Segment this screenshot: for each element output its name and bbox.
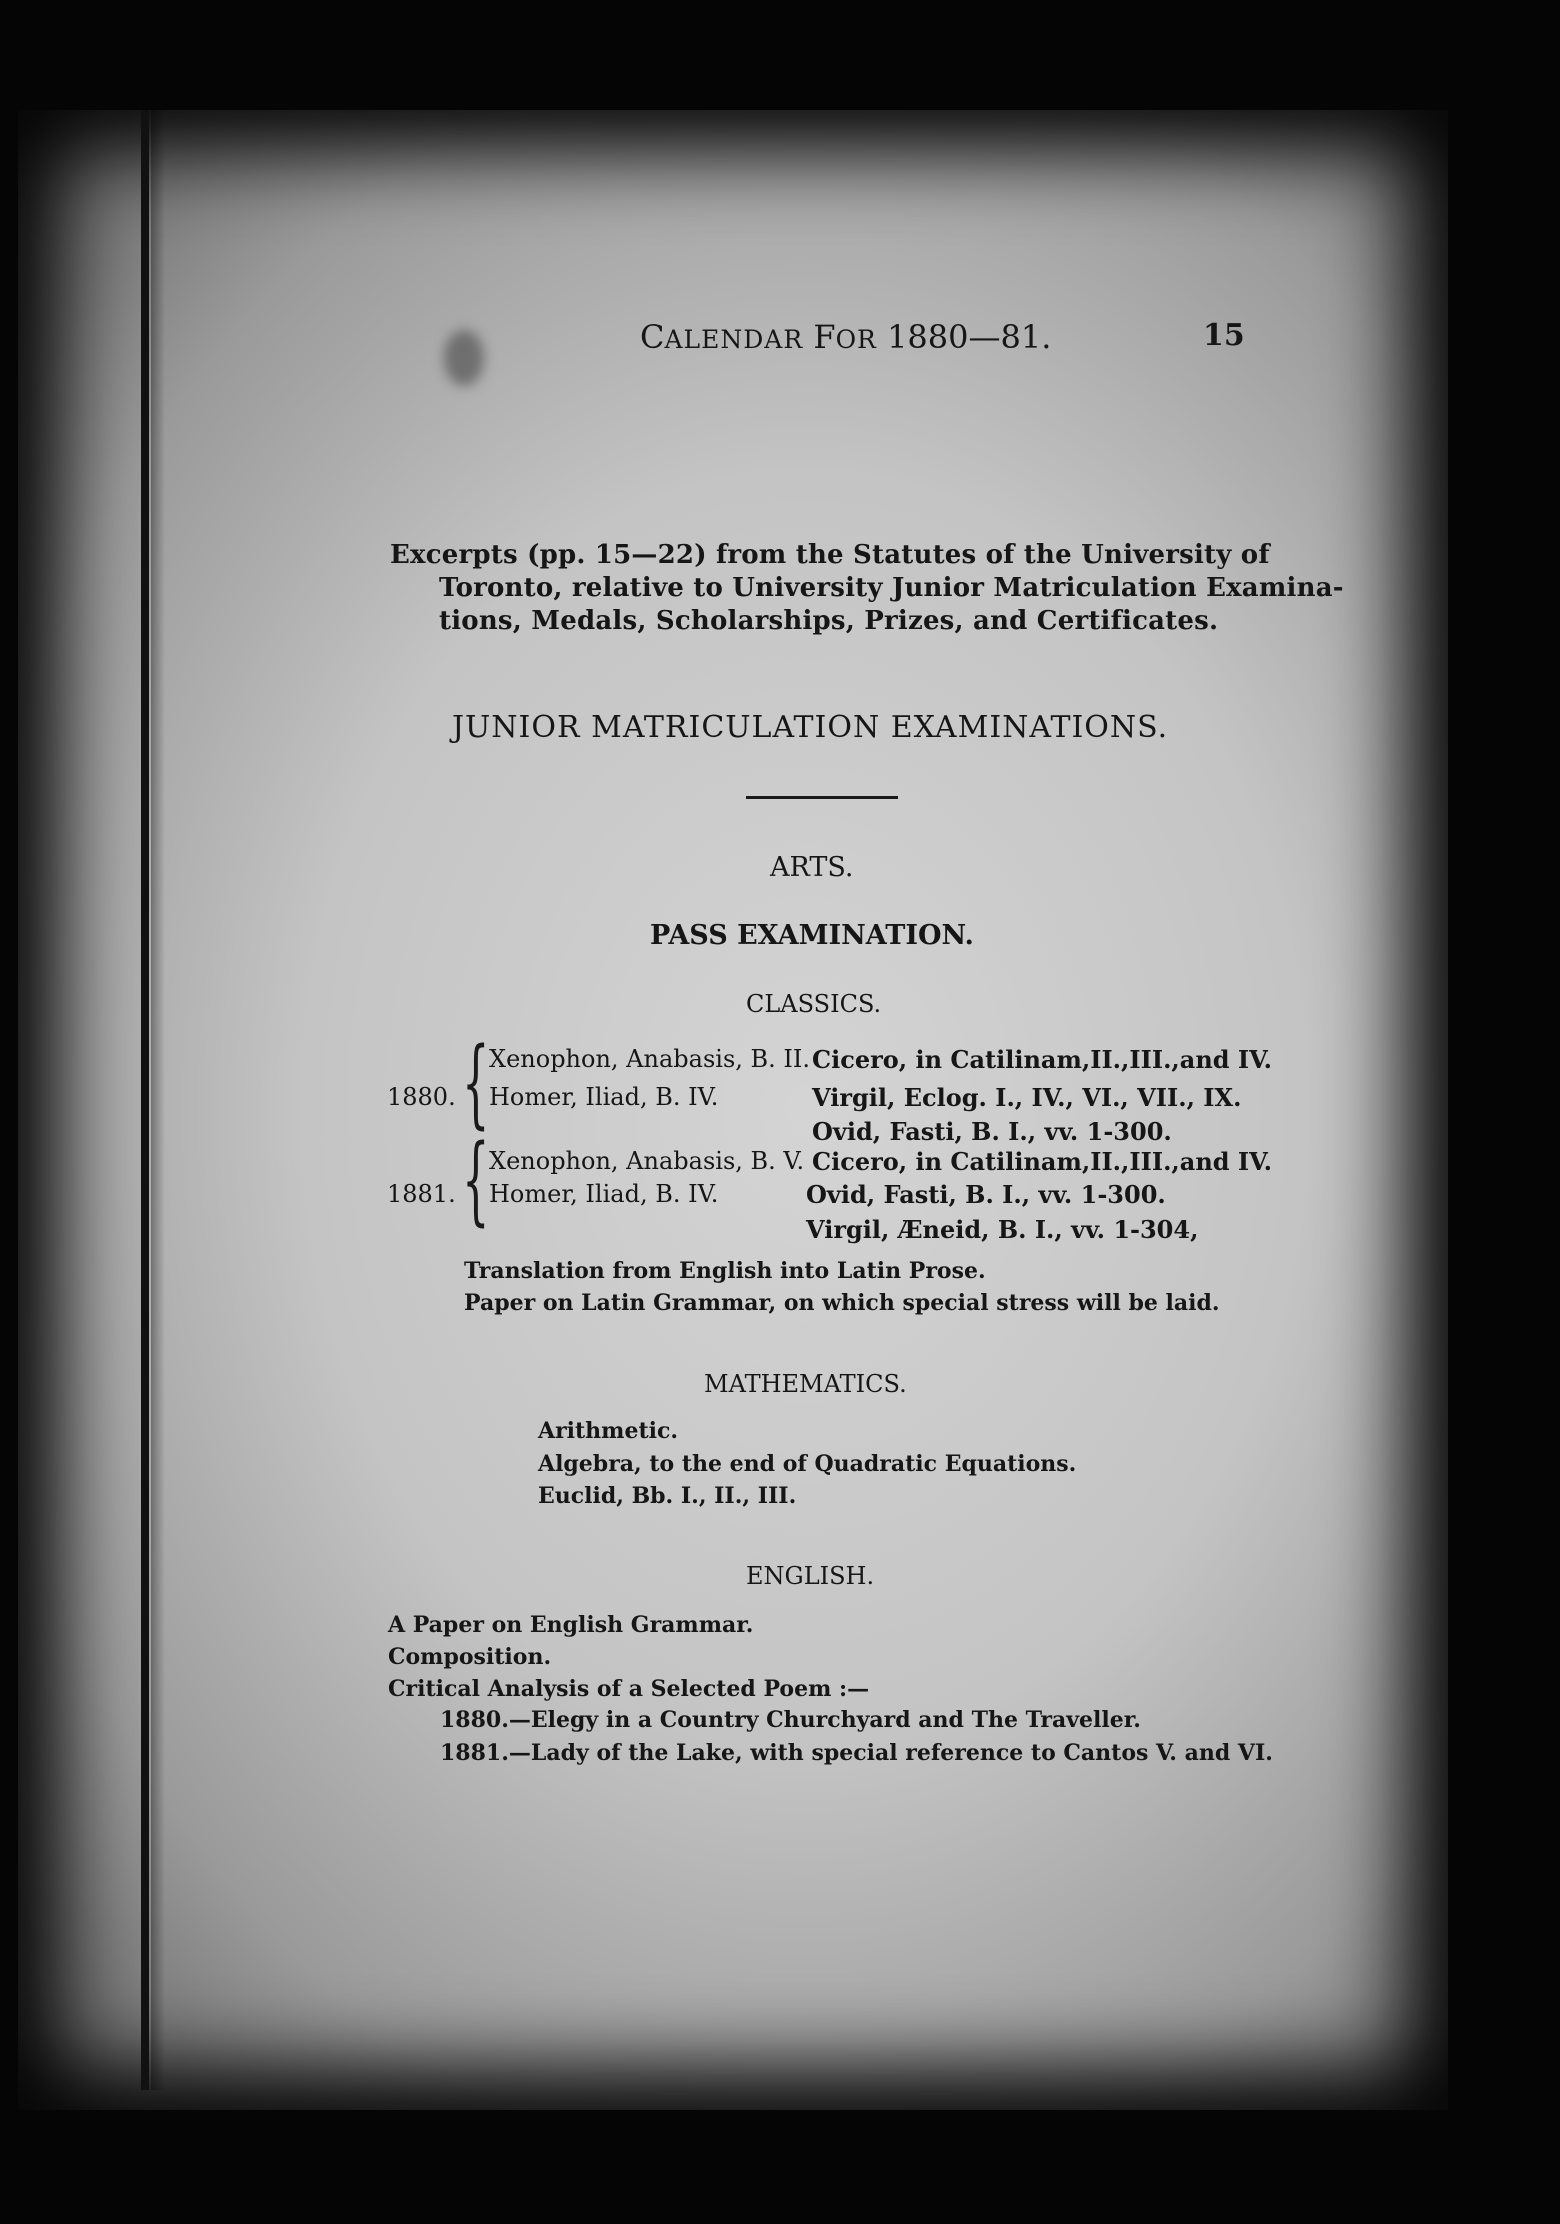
classics-1880-right-3: Ovid, Fasti, B. I., vv. 1-300. <box>812 1117 1172 1146</box>
classics-1881-left-1: Xenophon, Anabasis, B. V. <box>489 1147 805 1175</box>
english-item-3: Critical Analysis of a Selected Poem :— <box>388 1676 870 1702</box>
classics-1880-left-2: Homer, Iliad, B. IV. <box>489 1083 719 1111</box>
classics-1881-brace: { <box>462 1124 490 1236</box>
intro-line-3: tions, Medals, Scholarships, Prizes, and Certificates. <box>439 606 1219 636</box>
running-title <box>640 318 1051 356</box>
classics-1880-right-1: Cicero, in Catilinam,II.,III.,and IV. <box>812 1045 1272 1074</box>
english-poem-1881: 1881.—Lady of the Lake, with special reference to Cantos V. and VI. <box>440 1740 1273 1766</box>
exam-title: PASS EXAMINATION. <box>650 920 974 951</box>
ink-smudge <box>444 330 484 386</box>
classics-1880-brace: { <box>462 1027 490 1139</box>
mathematics-item-2: Algebra, to the end of Quadratic Equations. <box>538 1451 1077 1477</box>
mathematics-item-3: Euclid, Bb. I., II., III. <box>538 1483 797 1509</box>
classics-1881-right-3: Virgil, Æneid, B. I., vv. 1-304, <box>806 1215 1199 1244</box>
intro-line-1: Excerpts (pp. 15—22) from the Statutes of the University of <box>390 540 1270 570</box>
running-title-rest-1: ALENDAR <box>664 325 804 354</box>
section-title: JUNIOR MATRICULATION EXAMINATIONS. <box>452 710 1169 745</box>
english-item-1: A Paper on English Grammar. <box>388 1612 754 1638</box>
mathematics-heading: MATHEMATICS. <box>704 1370 907 1398</box>
english-poem-1880: 1880.—Elegy in a Country Churchyard and The Traveller. <box>440 1707 1141 1733</box>
running-title-initial-2: F <box>813 318 836 356</box>
classics-note-1: Translation from English into Latin Prose. <box>464 1258 986 1284</box>
classics-1881-right-2: Ovid, Fasti, B. I., vv. 1-300. <box>806 1180 1166 1209</box>
binding-line <box>141 110 149 2090</box>
running-title-initial-1: C <box>640 318 665 356</box>
page-number: 15 <box>1203 318 1245 353</box>
classics-1880-left-1: Xenophon, Anabasis, B. II. <box>489 1045 810 1073</box>
english-item-2: Composition. <box>388 1644 552 1670</box>
english-heading: ENGLISH. <box>746 1562 875 1590</box>
classics-1881-year: 1881. <box>387 1180 456 1208</box>
classics-heading: CLASSICS. <box>746 990 882 1018</box>
section-divider <box>746 796 898 799</box>
classics-1880-year: 1880. <box>387 1083 456 1111</box>
binding-shadow <box>151 110 165 2090</box>
classics-1881-right-1: Cicero, in Catilinam,II.,III.,and IV. <box>812 1147 1272 1176</box>
running-title-rest-2: OR <box>835 325 877 354</box>
classics-1881-left-2: Homer, Iliad, B. IV. <box>489 1180 719 1208</box>
intro-line-2: Toronto, relative to University Junior Matriculation Examina- <box>439 573 1344 603</box>
mathematics-item-1: Arithmetic. <box>538 1418 679 1444</box>
faculty-heading: ARTS. <box>770 852 854 883</box>
classics-note-2: Paper on Latin Grammar, on which special stress will be laid. <box>464 1290 1220 1316</box>
running-title-years: 1880—81. <box>887 318 1052 356</box>
classics-1880-right-2: Virgil, Eclog. I., IV., VI., VII., IX. <box>812 1083 1242 1112</box>
